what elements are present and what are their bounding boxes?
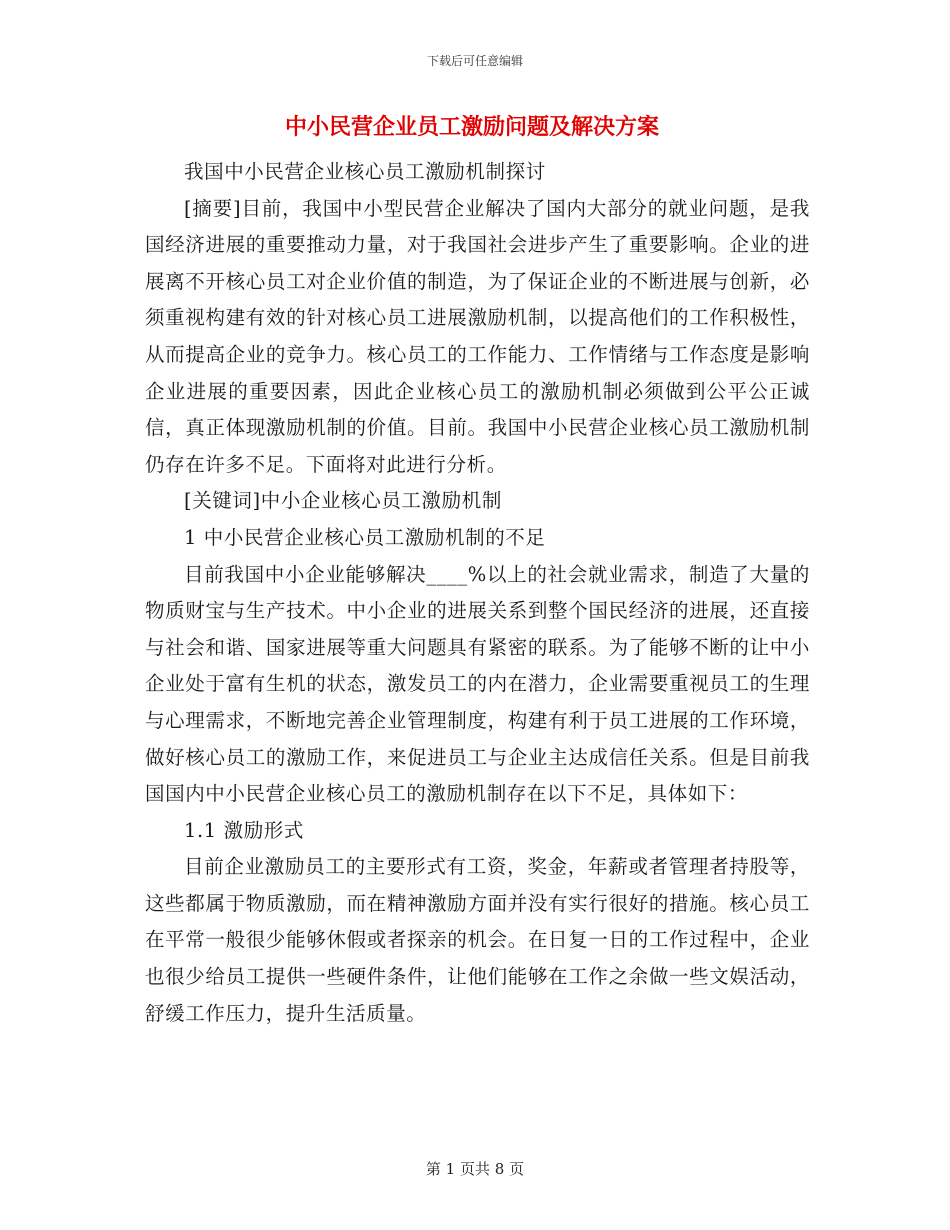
keywords-line: [关键词]中小企业核心员工激励机制 — [184, 489, 502, 513]
section-1-1-paragraph: 目前企业激励员工的主要形式有工资，奖金，年薪或者管理者持股等，这些都属于物质激励，而在精神激励方面并没有实行很好的措施。核心员工在平常一般很少能够休假或者探亲的机会。在日复一日的工作过程中，企业也很少给员工提供一些硬件条件，让他们能够在工作之余做一些文娱活动，舒缓工作压力，提升生活质量。 — [145, 855, 810, 1025]
document-subtitle: 我国中小民营企业核心员工激励机制探讨 — [184, 160, 546, 183]
section-1-1-heading: 1.1 激励形式 — [184, 818, 305, 842]
header-note: 下载后可任意编辑 — [426, 54, 523, 68]
document-title: 中小民营企业员工激励问题及解决方案 — [285, 115, 660, 140]
section-1-paragraph: 目前我国中小企业能够解决____%以上的社会就业需求，制造了大量的物质财宝与生产技术。中小企业的进展关系到整个国民经济的进展，还直接与社会和谐、国家进展等重大问题具有紧密的联系。为了能够不断的让中小企业处于富有生机的状态，激发员工的内在潜力，企业需要重视员工的生理与心理需求，不断地完善企业管理制度，构建有利于员工进展的工作环境，做好核心员工的激励工作，来促进员工与企业主达成信任关系。但是目前我国国内中小民营企业核心员工的激励机制存在以下不足，具体如下： — [145, 562, 810, 806]
document-body — [145, 108, 810, 1032]
abstract-paragraph: [摘要]目前，我国中小型民营企业解决了国内大部分的就业问题，是我国经济进展的重要推动力量，对于我国社会进步产生了重要影响。企业的进展离不开核心员工对企业价值的制造，为了保证企业的不断进展与创新，必须重视构建有效的针对核心员工进展激励机制，以提高他们的工作积极性，从而提高企业的竞争力。核心员工的工作能力、工作情绪与工作态度是影响企业进展的重要因素，因此企业核心员工的激励机制必须做到公平公正诚信，真正体现激励机制的价值。目前。我国中小民营企业核心员工激励机制仍存在许多不足。下面将对此进行分析。 — [145, 196, 810, 476]
section-1-heading: 1 中小民营企业核心员工激励机制的不足 — [184, 525, 546, 549]
page-number-footer: 第 1 页共 8 页 — [425, 1160, 525, 1178]
